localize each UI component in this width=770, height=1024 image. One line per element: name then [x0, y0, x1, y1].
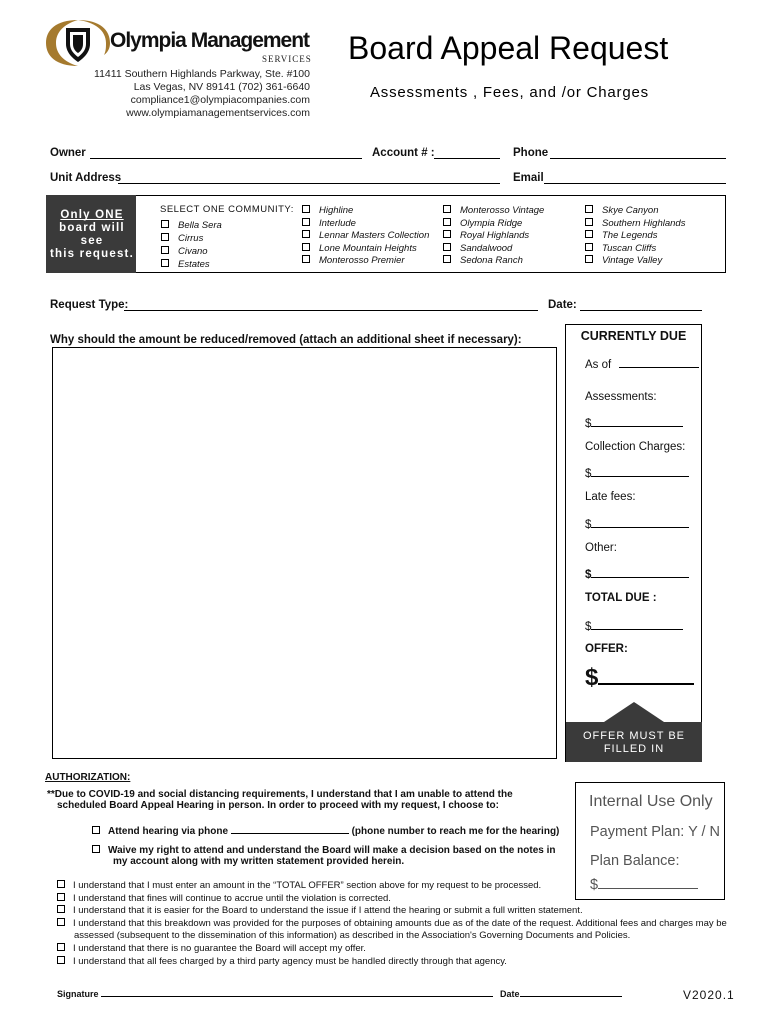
offer-must-be-filled: OFFER MUST BE FILLED IN	[582, 730, 686, 755]
community-option[interactable]: Sedona Ranch	[443, 255, 523, 266]
community-option[interactable]: Cirrus	[161, 233, 203, 244]
other-field[interactable]	[591, 567, 689, 578]
internal-use-title: Internal Use Only	[589, 793, 713, 810]
checkbox-icon	[585, 255, 593, 263]
request-type-label: Request Type:	[50, 299, 129, 311]
request-type-field[interactable]	[124, 300, 538, 311]
checkbox-icon	[161, 259, 169, 267]
other-row: $	[585, 567, 689, 581]
owner-field[interactable]	[90, 148, 362, 159]
collection-field[interactable]	[591, 466, 689, 477]
version-label: V2020.1	[683, 988, 735, 1002]
checkbox-icon	[57, 905, 65, 913]
logo-wordmark: Olympia Management	[110, 29, 310, 52]
hearing-phone-field[interactable]	[231, 823, 349, 834]
checkbox-icon	[302, 205, 310, 213]
select-community-label: SELECT ONE COMMUNITY:	[160, 204, 294, 215]
checkbox-icon	[161, 233, 169, 241]
only-one-text: Only ONE board will see this request.	[50, 209, 134, 260]
community-option[interactable]: Estates	[161, 259, 210, 270]
offer-field[interactable]	[598, 665, 694, 685]
community-option[interactable]: Monterosso Vintage	[443, 205, 544, 216]
unit-address-field[interactable]	[118, 173, 500, 184]
community-option[interactable]: The Legends	[585, 230, 657, 241]
community-option[interactable]: Vintage Valley	[585, 255, 662, 266]
checkbox-icon	[443, 243, 451, 251]
community-option[interactable]: Bella Sera	[161, 220, 222, 231]
offer-arrow-icon	[604, 702, 664, 722]
waive-option-cont: my account along with my written statement provided herein.	[113, 856, 405, 867]
logo-services: SERVICES	[262, 54, 312, 64]
reason-textarea[interactable]	[52, 347, 557, 759]
phone-label: Phone	[513, 147, 549, 159]
waive-option[interactable]: Waive my right to attend and understand the Board will make a decision based on the notes in	[92, 845, 555, 856]
reason-label: Why should the amount be reduced/removed (attach an additional sheet if necessary):	[50, 334, 522, 346]
address-website: www.olympiamanagementservices.com	[126, 107, 310, 119]
email-field[interactable]	[544, 173, 726, 184]
community-option[interactable]: Civano	[161, 246, 208, 257]
late-fees-label: Late fees:	[585, 491, 636, 503]
community-option[interactable]: Interlude	[302, 218, 356, 229]
checkbox-icon	[585, 205, 593, 213]
checkbox-icon	[57, 880, 65, 888]
community-option[interactable]: Lennar Masters Collection	[302, 230, 429, 241]
address-phone: Las Vegas, NV 89141 (702) 361-6640	[133, 81, 310, 93]
checkbox-icon	[585, 243, 593, 251]
owner-label: Owner	[50, 147, 86, 159]
community-option[interactable]: Southern Highlands	[585, 218, 685, 229]
covid-notice-line2: scheduled Board Appeal Hearing in person. In order to proceed with my request, I choose to:	[57, 800, 499, 811]
checkbox-icon	[57, 943, 65, 951]
page-title: Board Appeal Request	[348, 30, 669, 66]
currently-due-title: CURRENTLY DUE	[580, 329, 687, 343]
payment-plan-label: Payment Plan: Y / N	[590, 824, 721, 840]
account-field[interactable]	[434, 148, 500, 159]
signature-field[interactable]	[101, 988, 493, 997]
checkbox-icon	[443, 218, 451, 226]
collection-row: $	[585, 466, 689, 480]
signature-row: Signature	[57, 988, 493, 999]
community-option[interactable]: Highline	[302, 205, 353, 216]
checkbox-icon	[302, 230, 310, 238]
olympia-logo-icon	[44, 18, 112, 68]
offer-row: $	[585, 664, 694, 692]
community-option[interactable]: Lone Mountain Heights	[302, 243, 417, 254]
assessments-label: Assessments:	[585, 391, 657, 403]
ack-item[interactable]: I understand that fines will continue to accrue until the violation is corrected.	[57, 893, 391, 904]
account-label: Account # :	[372, 147, 435, 159]
page-subtitle: Assessments , Fees, and /or Charges	[370, 84, 649, 101]
plan-balance-field[interactable]	[598, 878, 698, 889]
checkbox-icon	[161, 220, 169, 228]
email-label: Email	[513, 172, 544, 184]
checkbox-icon	[92, 826, 100, 834]
unit-address-label: Unit Address	[50, 172, 122, 184]
checkbox-icon	[302, 243, 310, 251]
checkbox-icon	[57, 918, 65, 926]
collection-label: Collection Charges:	[585, 441, 686, 453]
as-of-field[interactable]	[619, 357, 699, 368]
checkbox-icon	[302, 218, 310, 226]
total-due-row: $	[585, 619, 683, 633]
ack-item[interactable]: I understand that there is no guarantee the Board will accept my offer.	[57, 943, 366, 954]
date-label: Date:	[548, 299, 577, 311]
signature-date-row: Date	[500, 988, 622, 999]
assessments-field[interactable]	[591, 416, 683, 427]
community-option[interactable]: Skye Canyon	[585, 205, 659, 216]
community-option[interactable]: Sandalwood	[443, 243, 512, 254]
total-due-label: TOTAL DUE :	[585, 592, 657, 604]
checkbox-icon	[92, 845, 100, 853]
checkbox-icon	[585, 218, 593, 226]
date-field[interactable]	[580, 300, 702, 311]
checkbox-icon	[161, 246, 169, 254]
late-fees-row: $	[585, 517, 689, 531]
community-option[interactable]: Monterosso Premier	[302, 255, 405, 266]
checkbox-icon	[302, 255, 310, 263]
other-label: Other:	[585, 542, 617, 554]
attend-phone-option[interactable]: Attend hearing via phone (phone number to reach me for the hearing)	[92, 823, 559, 837]
as-of-row: As of	[585, 357, 699, 371]
plan-balance-row: $	[590, 877, 698, 893]
checkbox-icon	[57, 893, 65, 901]
checkbox-icon	[443, 255, 451, 263]
address-email: compliance1@olympiacompanies.com	[130, 94, 310, 106]
checkbox-icon	[585, 230, 593, 238]
checkbox-icon	[57, 956, 65, 964]
offer-label: OFFER:	[585, 643, 628, 655]
community-option[interactable]: Olympia Ridge	[443, 218, 522, 229]
checkbox-icon	[443, 205, 451, 213]
phone-field[interactable]	[550, 148, 726, 159]
signature-date-field[interactable]	[520, 988, 622, 997]
plan-balance-label: Plan Balance:	[590, 853, 680, 869]
assessments-row: $	[585, 416, 683, 430]
ack-item[interactable]: I understand that this breakdown was provided for the purposes of obtaining amounts due as of the date of the request. Additional fees and charges may be	[57, 918, 727, 929]
authorization-heading: AUTHORIZATION:	[45, 772, 131, 783]
late-fees-field[interactable]	[591, 517, 689, 528]
address-line: 11411 Southern Highlands Parkway, Ste. #100	[94, 68, 310, 80]
covid-notice-line1: **Due to COVID-19 and social distancing requirements, I understand that I am unable to attend the	[47, 789, 513, 800]
checkbox-icon	[443, 230, 451, 238]
ack-item-cont: assessed (subsequent to the dissemination of this information) as described in the Association's Governing Documents and Policies.	[74, 930, 631, 941]
ack-item[interactable]: I understand that all fees charged by a third party agency must be handled directly through that agency.	[57, 956, 507, 967]
community-option[interactable]: Tuscan Cliffs	[585, 243, 656, 254]
total-due-field[interactable]	[591, 619, 683, 630]
ack-item[interactable]: I understand that I must enter an amount in the “TOTAL OFFER” section above for my request to be processed.	[57, 880, 541, 891]
ack-item[interactable]: I understand that it is easier for the Board to understand the issue if I attend the hearing or submit a full written statement.	[57, 905, 583, 916]
community-option[interactable]: Royal Highlands	[443, 230, 529, 241]
